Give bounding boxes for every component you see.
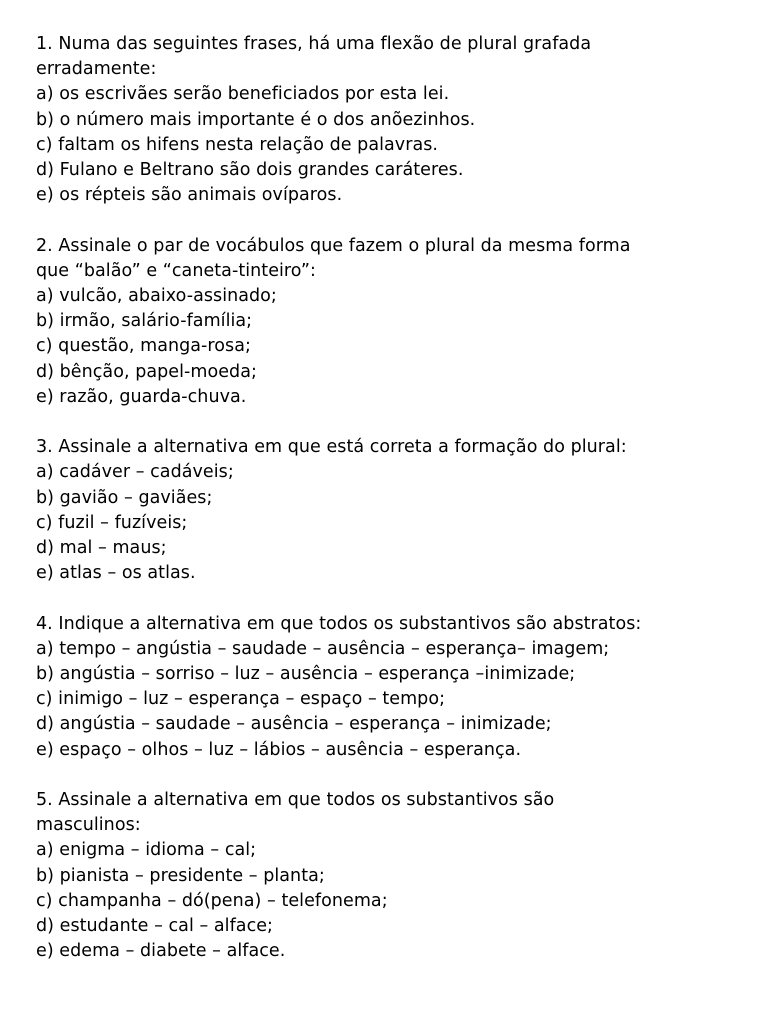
answer-option-d: d) estudante – cal – alface; xyxy=(36,916,274,937)
answer-option-b: b) pianista – presidente – planta; xyxy=(36,865,325,886)
answer-option-e: e) atlas – os atlas. xyxy=(36,563,196,584)
answer-option-c: c) faltam os hifens nesta relação de palavras. xyxy=(36,134,439,155)
question-1 xyxy=(36,32,748,208)
answer-option-b: b) o número mais importante é o dos anõezinhos. xyxy=(36,109,476,130)
question-prompt-line: 1. Numa das seguintes frases, há uma flexão de plural grafada xyxy=(36,34,592,54)
answer-option-c: c) inimigo – luz – esperança – espaço – tempo; xyxy=(36,689,446,710)
question-prompt-line: 4. Indique a alternativa em que todos os substantivos são abstratos: xyxy=(36,613,642,634)
exercise-sheet xyxy=(36,32,748,990)
question-prompt-line: masculinos: xyxy=(36,815,141,836)
answer-option-e: e) os répteis são animais ovíparos. xyxy=(36,185,343,206)
answer-option-a: a) enigma – idioma – cal; xyxy=(36,840,257,861)
answer-option-b: b) irmão, salário-família; xyxy=(36,311,253,332)
question-prompt-line: 5. Assinale a alternativa em que todos os substantivos são xyxy=(36,790,555,811)
question-3 xyxy=(36,435,748,586)
answer-option-d: d) angústia – saudade – ausência – esperança – inimizade; xyxy=(36,714,552,735)
answer-option-a: a) vulcão, abaixo-assinado; xyxy=(36,286,277,307)
answer-option-b: b) gavião – gaviães; xyxy=(36,487,213,508)
question-prompt-line: que “balão” e “caneta-tinteiro”: xyxy=(36,260,316,281)
answer-option-d: d) bênção, papel-moeda; xyxy=(36,361,257,382)
answer-option-c: c) champanha – dó(pena) – telefonema; xyxy=(36,890,388,911)
answer-option-a: a) cadáver – cadáveis; xyxy=(36,462,234,483)
answer-option-e: e) edema – diabete – alface. xyxy=(36,941,286,962)
answer-option-c: c) questão, manga-rosa; xyxy=(36,336,251,357)
question-4 xyxy=(36,612,748,763)
question-prompt-line: 2. Assinale o par de vocábulos que fazem o plural da mesma forma xyxy=(36,235,631,256)
answer-option-d: d) Fulano e Beltrano são dois grandes caráteres. xyxy=(36,160,464,181)
answer-option-c: c) fuzil – fuzíveis; xyxy=(36,512,188,533)
answer-option-d: d) mal – maus; xyxy=(36,538,167,559)
question-5 xyxy=(36,788,748,964)
answer-option-b: b) angústia – sorriso – luz – ausência – esperança –inimizade; xyxy=(36,664,576,685)
answer-option-a: a) os escrivães serão beneficiados por esta lei. xyxy=(36,84,450,105)
question-prompt-line: 3. Assinale a alternativa em que está correta a formação do plural: xyxy=(36,437,627,458)
answer-option-e: e) espaço – olhos – luz – lábios – ausência – esperança. xyxy=(36,739,522,760)
answer-option-e: e) razão, guarda-chuva. xyxy=(36,386,247,407)
question-prompt-line: erradamente: xyxy=(36,59,157,80)
question-2 xyxy=(36,234,748,410)
answer-option-a: a) tempo – angústia – saudade – ausência – esperança– imagem; xyxy=(36,638,610,659)
